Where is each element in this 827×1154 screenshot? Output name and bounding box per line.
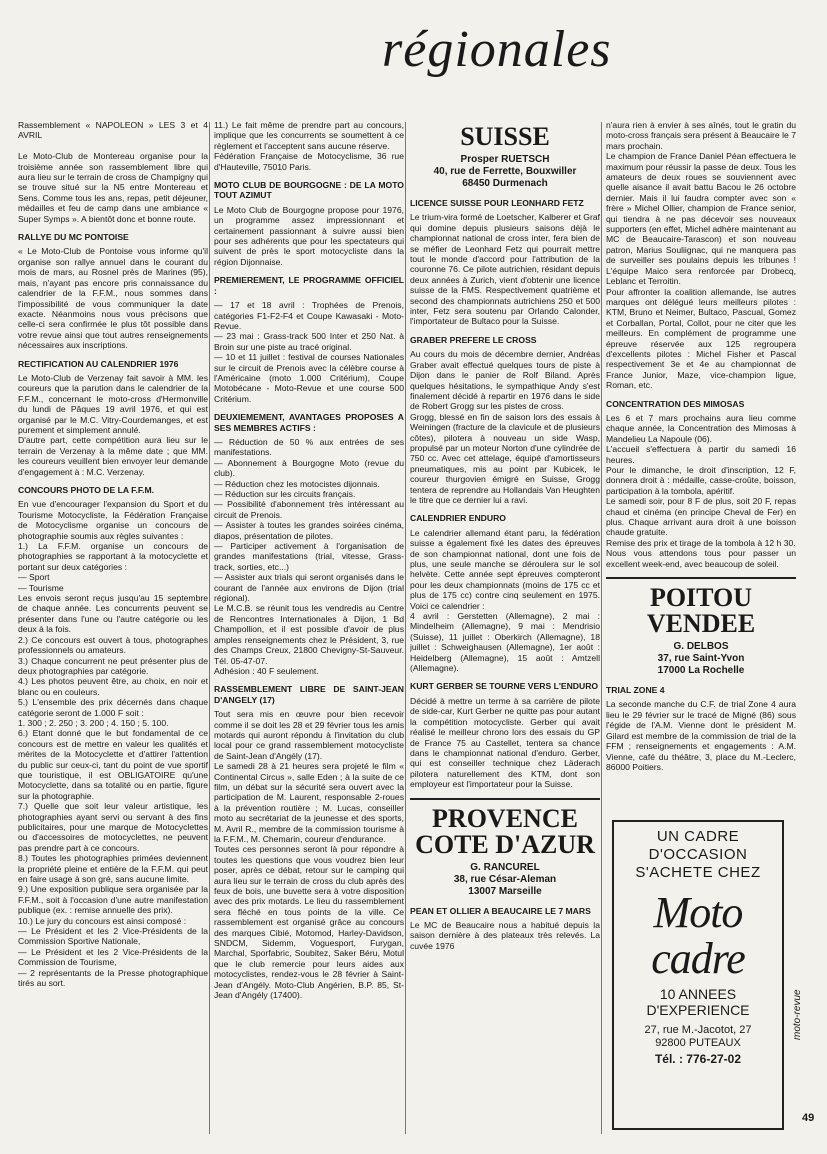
ad-headline: UN CADRE D'OCCASION S'ACHETE CHEZ <box>635 828 761 881</box>
article-heading: CALENDRIER ENDURO <box>410 513 506 524</box>
article <box>410 335 600 506</box>
article <box>18 485 208 989</box>
correspondent-city: 17000 La Rochelle <box>657 665 745 677</box>
column-divider <box>601 122 602 1134</box>
article-body: Au cours du mois de décembre dernier, Andréas Graber avait effectué quelques tours de piste à Dijon dans le panier de Rolf Biland. Après quelques hésitations, le sympathique Andy s'est finalement décidé à repartir en 1976 dans le side de Robert Grogg sur les pistes de cross. Grogg, blessé en fin de saison lors des essais à Weiningen (fracture de la clavicule et de plusieurs côtes), pilotera à nouveau un side Wasp, propulsé par un moteur Norton d'une cylindrée de 750 cc. Avec cet attelage, équipé d'amortisseurs pneumatiques, mis au point par Kubicek, le coureur thurgovien émigré en Suisse, Grogg tentera de reprendre au Hollandais Van Heughten le titre que ce dernier lui a ravi. <box>410 349 600 505</box>
article-body: Le calendrier allemand étant paru, la fédération suisse a également fixé les dates des épreuves de son championnat national, dont une fois de plus, une seule manche se déroulera sur le sol helvète. Cette année sept épreuves compteront pour les deux championnats (moins de 175 cc et plus de 175 cc) contre cinq seulement en 1975. Voici ce calendrier : 4 avril : Gerstetten (Allemagne), 2 mai : Mindelheim (Allemagne), 9 mai : Mendrisio (Suisse), 11 juillet : Oberkirch (Allemagne), 18 juillet : Schweighausen (Allemagne), 1er août : Heidelberg (Allemagne), 15 août : Amtzell (Allemagne). <box>410 527 600 674</box>
article <box>606 120 796 391</box>
region-title: PROVENCE COTE D'AZUR <box>415 803 595 859</box>
article <box>18 120 208 224</box>
article <box>410 198 600 327</box>
advertisement-moto-cadre <box>612 820 784 1130</box>
article-heading: PREMIEREMENT, LE PROGRAMME OFFICIEL : <box>214 275 404 296</box>
region-header-provence <box>410 803 600 898</box>
article-heading: CONCOURS PHOTO DE LA F.F.M. <box>18 485 155 495</box>
article <box>410 906 600 952</box>
correspondent-city: 68450 Durmenach <box>462 178 548 189</box>
column-2 <box>214 120 404 1150</box>
article-heading: TRIAL ZONE 4 <box>606 685 665 696</box>
section-divider <box>410 798 600 800</box>
article-body: Le Moto Club de Bourgogne propose pour 1976, un programme assez impressionnant et certainement passionnant à suivre aussi bien pour ses adhérents que pour les spectateurs qui suivent de près le sport motocycliste dans la région Dijonnaise. <box>214 204 404 267</box>
article <box>410 681 600 789</box>
article-heading: GRABER PREFERE LE CROSS <box>410 334 537 345</box>
article-body: Les 6 et 7 mars prochains aura lieu comme chaque année, la Concentration des Mimosas à Mandelieu La Napoule (06). L'accueil s'effectuera à partir du samedi 16 heures. Pour le dimanche, le droit d'inscription, 12 F, donnera droit à : médaille, casse-croûte, boisson, participation à la tombola, apéritif. Le samedi soir, pour 8 F de plus, soit 20 F, repas chaud et cinéma (en principe Cheval de Fer) en plus. Chaque arrivant aura droit à une boisson chaude gratuite. Remise des prix et tirage de la tombola à 12 h 30. Nous vous attendons tous pour passer un excellent week-end, avec beaucoup de soleil. <box>606 412 796 569</box>
column-1 <box>18 120 208 1150</box>
article-body: Décidé à mettre un terme à sa carrière de pilote de side-car, Kurt Gerber ne quitte pas pour autant la compétition motocycliste. Gerber qui avait réalisé le meilleur chrono lors des essais du GP de France 75 au Castellet, tentera sa chance dans le championnat national d'enduro. Gerber, qui est conseiller technique chez Läderach pilotera naturellement des KTM, dont son employeur est l'importateur pour la Suisse. <box>410 695 600 790</box>
magazine-name: moto-revue <box>792 989 803 1040</box>
correspondent-address: 37, rue Saint-Yvon <box>657 653 745 665</box>
article <box>606 685 796 772</box>
article-heading: LICENCE SUISSE POUR LEONHARD FETZ <box>410 198 584 208</box>
column-divider <box>405 122 406 1134</box>
region-header-poitou <box>606 585 796 677</box>
article-heading: RALLYE DU MC PONTOISE <box>18 232 129 243</box>
article-body: Le Moto-Club de Verzenay fait savoir à MM. les coureurs que la parution dans le calendrier de la F.F.M., concernant le moto-cross d'Hermonville du lundi de Pâques 19 avril 1976, et qui est organisé par le M.C. Vitry-Courdemanges, et est purement et simplement annulé. D'autre part, cette compétition aura lieu sur le terrain de Verzenay à la même date ; que MM. les coureurs veuillent bien envoyer leur demande d'engagement à : M.C. Verzenay. <box>18 372 208 477</box>
article-body: — 17 et 18 avril : Trophées de Prenois, catégories F1-F2-F4 et Coupe Kawasaki - Moto-Revue. — 23 mai : Grass-track 500 Inter et 250 Nat. à Broin sur une piste au tracé original. — 10 et 11 juillet : festival de courses Nationales sur le circuit de Prenois avec la célèbre course à l'Américaine (moto 1.000 Critérium), Coupe Motobécane - Moto-Revue et une course 500 Critérium. <box>214 300 404 404</box>
correspondent-address: 38, rue César-Aleman <box>453 873 557 885</box>
article <box>606 399 796 570</box>
article-body: « Le Moto-Club de Pontoise vous informe qu'il organise son rallye annuel dans le courant du mois de mars, au Rosnel près de Marines (95), mais, n'ayant pas encore pris connaissance du calendrier de la F.F.M., nous sommes dans l'impossibilité de vous communiquer la date exacte. Néanmoins nous vous précisons que celle-ci sera confirmée le plus tôt possible dans votre revue ainsi que tout autres renseignements nécessaires aux inscriptions. <box>18 246 208 351</box>
article-heading: CONCENTRATION DES MIMOSAS <box>606 398 745 409</box>
ad-experience: 10 ANNEES D'EXPERIENCE <box>646 986 750 1018</box>
moto-cadre-logo: Moto cadre <box>651 888 745 983</box>
article-body: La seconde manche du C.F. de trial Zone 4 aura lieu le 29 février sur le tracé de Migné (86) sous l'égide de l'A.M. Vienne dont le président M. Gilard est membre de la commission de trial de la FFM ; renseignements et engagements : A.M. Vienne, café du théâtre, 3, place du M.-Leclerc, 86000 Poitiers. <box>606 699 796 772</box>
ad-address: 27, rue M.-Jacotot, 27 92800 PUTEAUX <box>644 1024 752 1049</box>
page-number: 49 <box>802 1112 815 1124</box>
correspondent-city: 13007 Marseille <box>468 885 542 897</box>
section-divider <box>606 577 796 579</box>
article <box>214 275 404 404</box>
article-body: Le trium-vira formé de Loetscher, Kalberer et Graf qui domine depuis plusieurs saisons déjà le championnat national de cross inter, fera bien de se méfier de Leonhard Fetz qui pourrait mettre tout le monde d'accord pour l'attribution de la couronne 76. Ce pilote autrichien, résidant depuis deux années à Zurich, vient d'obtenir une licence suisse de la FMS. Respectivement quatrième et second des championnats autrichiens 250 et 500 inter, Fetz sera soutenu par Orlando Calonder, l'importateur de Bultaco pour la Suisse. <box>410 212 600 327</box>
article <box>18 359 208 477</box>
article-heading: PEAN ET OLLIER A BEAUCAIRE LE 7 MARS <box>410 905 591 916</box>
region-title: POITOU VENDEE <box>646 583 756 639</box>
article-body: 11.) Le fait même de prendre part au concours, implique que les concurrents se soumettent à ce règlement et l'acceptent sans aucune réserve. Fédération Française de Motocyclisme, 36 rue d'Hauteville, 75010 Paris. <box>214 120 404 172</box>
correspondent-name: G. DELBOS <box>673 641 729 653</box>
article-body: Tout sera mis en œuvre pour bien recevoir comme il se doit les 28 et 29 février tous les amis motards qui auront répondu à l'invitation du club local pour ce grand rassemblement motocycliste de Saint-Jean d'Angély (17). Le samedi 28 à 21 heures sera projeté le film « Continental Circus », salle Eden ; à la suite de ce film, un débat sur la sécurité sera ouvert avec la participation de M. Laurent, responsable 2-roues à la prévention routière ; M. Lucas, conseiller moto au secrétariat de la jeunesse et des sports, M. Avril R., membre de la commission tourisme à la F.F.M., M. Chemarin, coureur d'endurance. Toutes ces personnes seront là pour répondre à toutes les questions que vous voudrez bien leur poser, après ce débat, retour sur le camping qui aura lieu sur le terrain de cross du club après des feux de bois, une buvette sera à votre disposition avec des prix motards. Le lieu du rassemblement sera fléché en tous points de la ville. Ce rassemblement est organisé grâce au concours des marques Cibié, Motomod, Harley-Davidson, SNDCM, Sidemm, Voguesport, Furygan, Marchal, Sporfabric, Soubitez, Saker Béru, Motul que le club remercie pour leurs aides aux motocyclistes, rendez-vous le 28 février à Saint-Jean d'Angély. Moto-Club Angérien, B.P. 85, St-Jean d'Angély (17400). <box>214 709 404 1001</box>
article-body: Le MC de Beaucaire nous a habitué depuis la saison dernière à des plateaux très relevés. La cuvée 1976 <box>410 919 600 951</box>
correspondent-name: G. RANCUREL <box>470 861 540 873</box>
article <box>214 180 404 267</box>
article-heading: RECTIFICATION AU CALENDRIER 1976 <box>18 358 179 369</box>
correspondent-address: 40, rue de Ferrette, Bouxwiller <box>433 166 577 177</box>
article-heading: DEUXIEMEMENT, AVANTAGES PROPOSES A SES MEMBRES ACTIFS : <box>214 412 404 433</box>
article <box>214 120 404 172</box>
page-title: régionales <box>382 21 612 78</box>
article <box>18 232 208 350</box>
region-header-suisse <box>410 124 600 190</box>
column-divider <box>209 122 210 1134</box>
article-heading: RASSEMBLEMENT LIBRE DE SAINT-JEAN D'ANGELY (17) <box>214 684 404 705</box>
article-body: Rassemblement « NAPOLEON » LES 3 et 4 AVRIL Le Moto-Club de Montereau organise pour la troisième année son rassemblement libre qui aura lieu sur le terrain de cross de Champigny qui se trouve situé sur la N5 entre Montereau et Sens. Comme tous les ans, repas, petit déjeuner, médailles et feu de camp dans une ambiance « Super Symps ». A bientôt donc et bonne route. <box>18 120 208 224</box>
correspondent-name: Prosper RUETSCH <box>460 154 550 165</box>
article-body: n'aura rien à envier à ses aînés, tout le gratin du moto-cross français sera présent à Beaucaire le 7 mars prochain. Le champion de France Daniel Péan effectuera le maximum pour réussir la passe de deux. Tous les amateurs de deux roues se souviennent avec quelle aisance il avait battu Bacou le 26 octobre dernier. Mais il lui faudra compter avec son « frère » Michel Ollier, champion de France senior, qui tiendra à ne pas décevoir ses nouveaux supporters (en effet, Michel adhère maintenant au MC de Beaucaire-Tarascon) et son nouveau patron, Marius Souliignac, qui ne manquera pas de surveiller ses poulains depuis les tribunes ! L'équipe Maico sera renforcée par Drobecq, Leblanc et Terroitin. Pour affronter la coalition allemande, lse autres marques ont délégué leurs meilleurs pilotes : KTM, Bruno et Neimer, Bultaco, Pascual, Gomez et Corballan, Portal, Collot, pour ne citer que les meilleurs. En complément de programme une épreuve réservée aux 125 regroupera d'excellents pilotes : Michel Fisher et Pascal respectivement 3e et 4e au championnat de France Junior, Maze, vice-champion ligue, Roman, etc. <box>606 120 796 391</box>
article-heading: KURT GERBER SE TOURNE VERS L'ENDURO <box>410 681 599 692</box>
region-title: SUISSE <box>460 122 550 151</box>
ad-phone: Tél. : 776-27-02 <box>654 1052 742 1066</box>
column-3 <box>410 120 600 1150</box>
article-heading: MOTO CLUB DE BOURGOGNE : DE LA MOTO TOUT AZIMUT <box>214 180 404 201</box>
article-body: — Réduction de 50 % aux entrées de ses manifestations. — Abonnement à Bourgogne Moto (revue du club). — Réduction chez les motocistes dijonnais. — Réduction sur les circuits français. — Possibilité d'abonnement très intéressant au circuit de Prenois. — Assister à toutes les grandes soirées cinéma, diapos, présentation de pilotes. — Participer activement à l'organisation de grandes manifestations (trial, vitesse, Grass-track, sorties, etc...) — Assister aux trials qui seront organisés dans le courant de l'année aux environs de Dijon (trial régional). Le M.C.B. se réunit tous les vendredis au Centre de Rencontres Internationales à Dijon, 1 Bd Champollion, et il est possible d'avoir de plus amples renseignements chez le Président, 3, rue des Champs Creux, 21800 Chevigny-St-Sauveur. Tél. 05-47-07. Adhésion : 40 F seulement. <box>214 436 404 676</box>
article-body: En vue d'encourager l'expansion du Sport et du Tourisme Motocycliste, la Fédération Française de Motocyclisme organise un concours de photographie soumis aux règles suivantes : 1.) La F.F.M. organise un concours de photographies se rapportant à la motocyclette et portant sur deux catégories : — Sport — Tourisme Les envois seront reçus jusqu'au 15 septembre de chaque année. Les concurrents peuvent se présenter dans l'une ou l'autre catégorie ou les deux à la fois. 2.) Ce concours est ouvert à tous, photographes professionnels ou amateurs. 3.) Chaque concurrent ne peut présenter plus de deux photographies par catégorie. 4.) Les photos peuvent être, au choix, en noir et blanc ou en couleurs. 5.) L'ensemble des prix décernés dans chaque catégorie seront de 1.000 F soit : 1. 300 ; 2. 250 ; 3. 200 ; 4. 150 ; 5. 100. 6.) Etant donné que le but fondamental de ce concours est de mettre en valeur les qualités et mérites de la Motocyclette et d'attirer l'attention du public sur ceux-ci, tant du point de vue sportif que touristique, il est OBLIGATOIRE qu'une Motocyclette, dans sa totalité ou en partie, figure sur la photographie. 7.) Quelle que soit leur valeur artistique, les photographies ayant servi ou servant à des fins publicitaires, pour une marque de Motocyclettes ou d'accessoires de motocyclettes, ne peuvent pas prendre part à ce concours. 8.) Toutes les photographies primées deviennent la propriété pleine et entière de la F.F.M. qui peut en faire usage à son gré, sans aucune limite. 9.) Une exposition publique sera organisée par la F.F.M., soit à l'occasion d'une autre manifestation publique (ex. : remise annuelle des prix). 10.) Le jury du concours est ainsi composé : — Le Président et les 2 Vice-Présidents de la Commission Sportive Nationale, — Le Président et les 2 Vice-Présidents de la Commission de Tourisme, — 2 représentants de la Presse photographique tirés au sort. <box>18 499 208 989</box>
article <box>410 513 600 673</box>
article <box>214 684 404 1000</box>
article <box>214 412 404 676</box>
